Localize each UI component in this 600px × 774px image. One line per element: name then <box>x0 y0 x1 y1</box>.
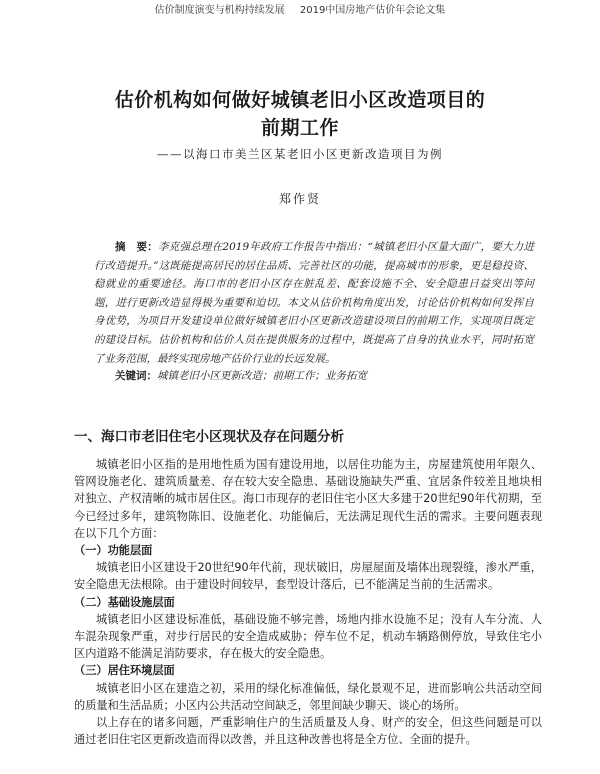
paper-title <box>0 86 600 142</box>
title-line-1: 估价机构如何做好城镇老旧小区改造项目的 <box>114 89 486 111</box>
abstract-text: 李克强总理在2019年政府工作报告中指出：“城镇老旧小区量大面广，要大力进行改造提升。”这既能提高居民的居住品质、完善社区的功能，提高城市的形象，更是稳投资、稳就业的重要途径。海口市的老旧小区存在脏乱差、配套设施不全、安全隐患日益突出等问题，进行更新改造显得极为重要和迫切。本文从估价机构角度出发，讨论估价机构如何发挥自身优势，为项目开发建设单位做好城镇老旧小区更新改造建设项目的前期工作，实现项目既定的建设目标。估价机构和估价人员在提供服务的过程中，既提高了自身的执业水平，同时拓宽了业务范围，最终实现房地产估价行业的长远发展。 <box>94 241 535 365</box>
keywords <box>94 367 534 385</box>
keywords-label: 关键词： <box>115 370 157 382</box>
section-body <box>74 456 542 748</box>
subsection-title-environment: （三）居住环境层面 <box>74 664 175 678</box>
subsection-text-infrastructure: 城镇老旧小区建设标准低，基础设施不够完善，场地内排水设施不足；没有人车分流、人车混杂现象严重，对步行居民的安全造成威胁；停车位不足，机动车辆路侧停放，导致住宅小区内道路不能满足消防要求，存在极大的安全隐患。 <box>74 612 542 661</box>
title-line-2: 前期工作 <box>260 117 339 139</box>
subsection-title-infrastructure: （二）基础设施层面 <box>74 595 175 609</box>
intro-paragraph: 城镇老旧小区指的是用地性质为国有建设用地，以居住功能为主，房屋建筑使用年限久、管网设施老化、建筑质量差、存在较大安全隐患、基础设施缺失严重、宜居条件较差且地块相对独立、产权清晰的城市居住区。海口市现存的老旧住宅小区大多建于20世纪90年代初期，至今已经过多年，建筑物陈旧、设施老化、功能偏后，无法满足现代生活的需求。主要问题表现在以下几个方面： <box>74 458 542 540</box>
subsection-title-function: （一）功能层面 <box>74 544 153 558</box>
author-name: 郑作贤 <box>278 192 321 206</box>
subsection-text-environment: 城镇老旧小区在建造之初，采用的绿化标准偏低，绿化景观不足，进而影响公共活动空间的质量和生活品质；小区内公共活动空间缺乏，邻里间缺少聊天、谈心的场所。 <box>74 681 542 712</box>
abstract-label: 摘 要： <box>115 241 158 253</box>
keywords-text: 城镇老旧小区更新改造；前期工作；业务拓宽 <box>157 370 367 382</box>
journal-name: 估价制度演变与机构持续发展 <box>154 5 285 16</box>
running-header <box>0 0 600 22</box>
subsection-text-function: 城镇老旧小区建设于20世纪90年代前，现状破旧，房屋屋面及墙体出现裂缝，渗水严重，安全隐患无法根除。由于建设时间较早，套型设计落后，已不能满足当前的生活需求。 <box>74 561 542 592</box>
closing-paragraph: 以上存在的诸多问题，严重影响住户的生活质量及人身、财产的安全，但这些问题是可以通过老旧住宅区更新改造而得以改善，并且这种改善也将是全方位、全面的提升。 <box>74 716 542 747</box>
conference-name: 2019中国房地产估价年会论文集 <box>299 5 446 16</box>
section-heading: 一、海口市老旧住宅小区现状及存在问题分析 <box>74 429 344 445</box>
paper-subtitle: ——以海口市美兰区某老旧小区更新改造项目为例 <box>157 147 443 161</box>
abstract <box>94 238 534 368</box>
